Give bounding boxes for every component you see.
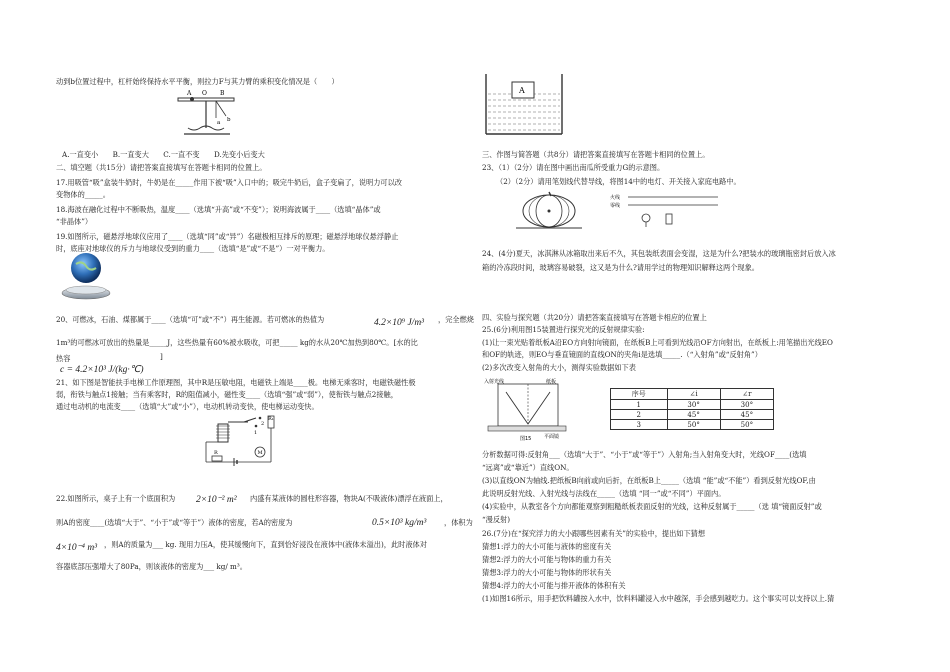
q20-heat-value: 4.2×10⁹ J/m³	[374, 318, 425, 328]
table-row	[611, 420, 774, 430]
circuit-label-1: 1	[254, 430, 258, 436]
circuit-label-r: R	[214, 450, 218, 456]
q25-part3-line2: 此说明反射光线、入射光线与法线在_____（选填 “同一”或“不同”）平面内。	[482, 489, 726, 498]
incident-ray-label: 入射光线	[484, 379, 505, 385]
table-cell: 30°	[667, 400, 720, 410]
q18-line2: “非晶体”）	[56, 217, 93, 226]
maglev-globe-figure	[58, 250, 114, 306]
table-cell: 2	[611, 410, 668, 420]
table-row	[611, 410, 774, 420]
table-cell: 50°	[720, 420, 773, 430]
q24-line1: 24、(4分)夏天，冰淇淋从冰箱取出来后不久，其包装纸表面会变湿，这是为什么?把装水的玻璃瓶密封后放入冰	[482, 249, 836, 258]
q19-line1: 19.如图所示，磁悬浮地球仪应用了____（选填“同”或“异”）名磁极相互排斥的原理；磁悬浮地球仪悬浮静止	[56, 232, 399, 241]
q20-specific-heat: c = 4.2×10³ J/(kg·℃)	[60, 365, 144, 375]
circuit-label-2: 2	[261, 421, 265, 427]
q20-line2: 1m³的可燃冰可放出的热量是_____J，这些热量有60%被水吸收，可把_____ kg的水从20℃加热到80℃。[水的比	[56, 338, 418, 347]
mirror-label: 平面镜	[544, 434, 560, 440]
lever-figure	[170, 88, 242, 140]
circuit-label-r1: R₁	[268, 416, 274, 422]
q25-part2-intro: (2)多次改变入射角的大小，测得实验数据如下表	[482, 363, 636, 372]
q20-line3b: ]	[160, 352, 163, 361]
table-cell: 30°	[720, 400, 773, 410]
q18-line1: 18.海波在融化过程中不断吸热，温度____（选填“升高”或“不变”）；说明海波属于____（选填“晶体”或	[56, 205, 381, 214]
q26-guess3: 猜想3:浮力的大小可能与物体的形状有关	[482, 568, 612, 577]
q26-guess2: 猜想2:浮力的大小可能与物体的重力有关	[482, 555, 612, 564]
reflection-data-table	[610, 388, 774, 430]
q24-line2: 箱的冷冻段时间，玻璃容易破裂，这又是为什么?请用学过的物理知识解释这两个现象。	[482, 263, 759, 272]
circuit-label-m: M	[257, 450, 263, 456]
q23-part2: （2）（2分）请用笔划线代替导线，将图14中的电灯、开关接入家庭电路中。	[496, 177, 741, 186]
table-row	[611, 400, 774, 410]
q22-line2a: 则A的密度____(选填“大于”、“小于”或“等于”）液体的密度，若A的密度为	[56, 518, 293, 527]
q26-guess4: 猜想4:浮力的大小可能与排开液体的体积有关	[482, 581, 626, 590]
lever-label-b: B	[220, 90, 225, 97]
q25-part4-line1: (4)实验中，从教室各个方向都能观察到粗糙纸板表面反射的光线，这种反射属于_____（选 填“镜面反射”或	[482, 502, 822, 511]
q17-line2: 变物体的_____。	[56, 190, 110, 199]
q22-line2b: ，体积为	[444, 518, 473, 527]
q23-part1: 23、（1）（2分）请在图中画出南瓜所受重力G的示意图。	[482, 163, 665, 172]
q21-line1: 21、如下图是智能扶手电梯工作原理图，其中R是压敏电阻，电磁铁上端是____极。电梯无乘客时，电磁铁磁性极	[56, 378, 416, 387]
q25-part3-line1: (3)以直线ON为轴线.把纸板B向前或向后折，在纸板B上_____（选填 “能”或“不能”）看到反射光线OF,由	[482, 476, 816, 485]
q21-line3: 通过电动机的电流变____（选填“大”或“小”），电动机转动变快，使电梯运动变快。	[56, 402, 319, 411]
q17-line1: 17.用吸管“吸”盒装牛奶时，牛奶是在_____作用下被“吸”入口中的；吸完牛奶后，盒子变扁了，说明力可以改	[56, 178, 402, 187]
lever-label-b-pos: b	[227, 117, 231, 123]
q20-line1b: ，完全燃烧	[438, 315, 474, 324]
q22-area-value: 2×10⁻² m²	[196, 495, 237, 505]
cardboard-label: 纸板	[546, 379, 557, 385]
liquid-container-figure	[482, 72, 566, 138]
section3-title: 三、作图与简答题（共8分）请把答案直接填写在答题卡相同的位置上。	[482, 150, 710, 159]
pumpkin-figure	[514, 188, 584, 230]
q21-line2: 弱，衔铁与触点1接触；当有乘客时，R的阻值减小，磁性变____（选填“强”或“弱”），使衔铁与触点2接触，	[56, 390, 398, 399]
q20-line3a: 热容	[56, 354, 71, 363]
table-header-row	[611, 389, 774, 400]
block-a-label: A	[519, 86, 525, 95]
section4-title: 四、实验与探究题（共20分）请把答案直接填写在答题卡相应的位置上	[482, 313, 707, 322]
table-cell: 50°	[667, 420, 720, 430]
q22-line4: 容器底部压强增大了80Pa，则该液体的密度为___ kg/ m³。	[56, 562, 247, 571]
lever-label-a: A	[187, 90, 192, 97]
elevator-circuit-figure	[204, 414, 282, 470]
neutral-wire-label: 零线	[610, 203, 621, 209]
q26-stem: 26.(7分)在“探究浮力的大小跟哪些因素有关”的实验中，提出如下猜想	[482, 529, 706, 538]
q25-part1-line1: (1)让一束光贴着纸板A沿EO方向射向镜面，在纸板B上可看到光线沿OF方向射出，在纸板上:用笔描出光线EO	[482, 338, 833, 347]
table-cell: 1	[611, 400, 668, 410]
q26-guess1: 猜想1:浮力的大小可能与液体的密度有关	[482, 542, 612, 551]
q22-line3: ，则A的质量为___ kg. 现用力压A，使其缓慢向下，直到恰好浸没在液体中(液体未溢出)，此时液体对	[104, 540, 427, 549]
q22-density-value: 0.5×10³ kg/m³	[372, 518, 427, 528]
q19-line2: 时，底座对地球仪的斥力与地球仪受到的重力____（选填“是”或“不是”）一对平衡力。	[56, 244, 330, 253]
household-circuit-figure	[610, 190, 720, 230]
live-wire-label: 火线	[610, 195, 621, 201]
q25-analysis-line1: 分析数据可得:反射角___（选填“大于”、“小于”或“等于”）入射角;当入射角变大时，光线OF____(选填	[482, 450, 807, 459]
table-cell: 45°	[720, 410, 773, 420]
lever-label-o: O	[202, 90, 207, 97]
q16-stem: 动到b位置过程中，杠杆始终保持水平平衡，则拉力F与其力臂的乘积变化情况是（ ）	[56, 77, 339, 86]
table-cell: 45°	[667, 410, 720, 420]
table-cell: 3	[611, 420, 668, 430]
q22-line1b: 内盛有某液体的圆柱形容器，物块A(不吸液体)漂浮在液面上，	[250, 494, 448, 503]
reflection-apparatus-figure	[484, 378, 570, 442]
q25-analysis-line2: “远离”或“靠近”）直线ON。	[482, 463, 574, 472]
q25-part4-line2: “漫反射)	[482, 515, 511, 524]
section2-title: 二、填空题（共15分）请把答案直接填写在答题卡相同的位置上。	[56, 163, 267, 172]
q20-line1a: 20、可燃冰，石油、煤都属于____（选填“可”或“不”）再生能源。若可燃冰的热值为	[56, 315, 325, 324]
figure15-caption: 图15	[520, 436, 532, 442]
table-header-incidence: ∠i	[667, 389, 720, 400]
q22-volume-value: 4×10⁻⁴ m³	[56, 543, 98, 553]
q25-stem: 25.(6分)利用图15装置进行探究光的反射规律实验:	[482, 325, 645, 334]
q16-options: A.一直变小 B.一直变大 C.一直不变 D.先变小后变大	[62, 150, 265, 159]
q22-line1a: 22.如图所示，桌子上有一个底面积为	[56, 494, 176, 503]
q26-part1: (1)如图16所示，用手把饮料罐按入水中，饮料料罐浸入水中越深，手会感到越吃力。这个事实可以支持以上.猜	[482, 594, 835, 603]
q25-part1-line2: 和OF的轨迹，则EO与垂直镜面的直线ON的夹角i是选填_____.（“入射角”或“反射角”）	[482, 350, 762, 359]
lever-label-a-pos: a	[217, 120, 221, 126]
table-header-index: 序号	[611, 389, 668, 400]
table-header-reflection: ∠r	[720, 389, 773, 400]
